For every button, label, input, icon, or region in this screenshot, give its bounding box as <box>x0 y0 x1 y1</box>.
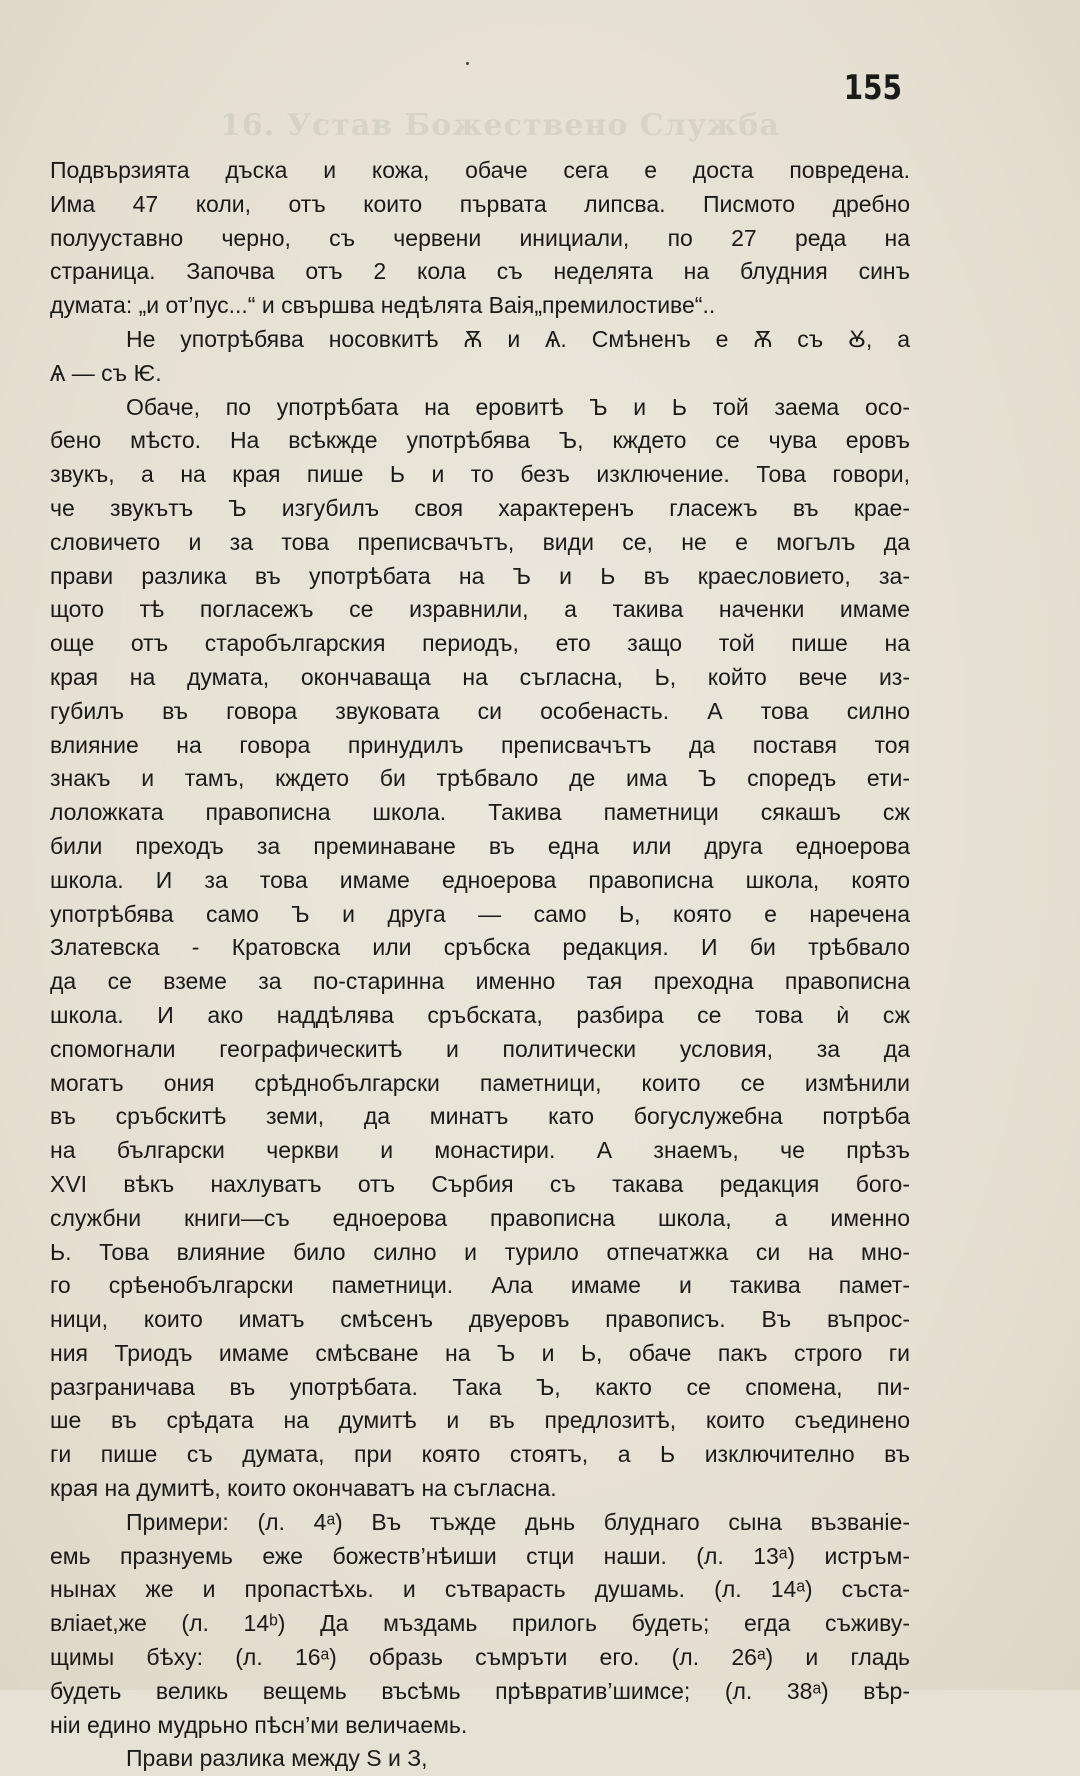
body-text <box>50 154 910 1776</box>
text-line: края на думата, окончаваща на съгласна, Ь, който вече из- <box>50 663 910 690</box>
text-line: думата: „и от’пус...“ и свършва недѣлята Ваія„премилостиве“.. <box>50 292 716 319</box>
text-line: полууставно черно, съ червени инициали, по 27 реда на <box>50 224 910 251</box>
text-line: още отъ старобългарския периодъ, ето защо той пише на <box>50 630 910 657</box>
text-line: нынах же и пропастѣхь. и сътварасть душамь. (л. 14ᵃ) състa- <box>50 1576 910 1603</box>
text-line: Не употрѣбява носовкитѣ Ѫ и Ѧ. Смѣненъ е Ѫ съ Ꙋ, а <box>126 325 910 352</box>
text-line: нiи едино мудрьно пѣсн’ми величаемь. <box>50 1711 468 1738</box>
text-line: употрѣбява само Ъ и друга — само Ь, която е наречена <box>50 900 910 927</box>
text-line: вліаеt,же (л. 14ᵇ) Да мъздамь прилогь будеть; егда съживу- <box>50 1610 910 1637</box>
text-line: прави разлика въ употрѣбата на Ъ и Ь въ краесловието, за- <box>50 562 910 589</box>
text-line: Прави разлика между Ѕ и З, <box>126 1745 428 1772</box>
text-line: ше въ срѣдата на думитѣ и въ предлозитѣ, които съединено <box>50 1407 910 1434</box>
text-line: Обаче, по употрѣбата на еровитѣ Ъ и Ь той заема осо- <box>126 393 910 420</box>
page-number: 155 <box>843 68 902 108</box>
text-line: бено мѣсто. На всѣкждe употрѣбява Ъ, кждето се чува еровъ <box>50 427 910 454</box>
text-line: лоложката правописна школа. Такива паметници сякашъ сж <box>50 799 910 826</box>
text-line: разграничава въ употрѣбата. Така Ъ, както се спомена, пи- <box>50 1373 910 1400</box>
text-line: Ѧ — съ Ѥ. <box>50 359 162 386</box>
text-line: емь празнуемь еже божеств’нѣиши стци наши. (л. 13ᵃ) истръм- <box>50 1542 910 1569</box>
text-line: звукъ, а на края пише Ь и то безъ изключение. Това говори, <box>50 461 910 488</box>
text-line: Златевска - Кратовска или сръбска редакция. И би трѣбвало <box>50 934 910 961</box>
text-line: страница. Започва отъ 2 кола съ неделята на блудния синъ <box>50 258 910 285</box>
text-line: края на думитѣ, които окончаватъ на съгласна. <box>50 1475 557 1502</box>
text-line: да се вземе за по-старинна именно тая преходна правописна <box>50 968 910 995</box>
text-line: ния Триодъ имаме смѣсване на Ъ и Ь, обаче пакъ строго ги <box>50 1339 910 1366</box>
text-line: Има 47 коли, отъ които първата липсва. Писмото дребно <box>50 190 910 217</box>
text-line: Ь. Това влияние било силно и турило отпечатжка си на мно- <box>50 1238 910 1265</box>
show-through-heading: 16. Устав Божествено Служба <box>220 108 780 143</box>
text-line: могатъ ония срѣднобългарски паметници, които се измѣнили <box>50 1069 910 1096</box>
text-line: службни книги—съ едноерова правописна школа, а именно <box>50 1204 910 1231</box>
text-line: губилъ въ говора звуковата си особенасть. А това силно <box>50 697 910 724</box>
text-line: Примери: (л. 4ᵃ) Въ тъжде дьнь блуднаго сына възванiе- <box>126 1508 910 1535</box>
text-line: словичето и за това преписвачътъ, види се, не е могълъ да <box>50 528 910 555</box>
text-line: че звукътъ Ъ изгубилъ своя характеренъ гласежъ въ крае- <box>50 494 910 521</box>
text-line: щото тѣ погласежъ се изравнили, а такива наченки имаме <box>50 596 910 623</box>
text-line: били преходъ за преминаване въ една или друга едноерова <box>50 832 910 859</box>
text-line: на български черкви и монастири. А знаемъ, че прѣзъ <box>50 1137 910 1164</box>
text-line: ници, които иматъ смѣсенъ двуеровъ правописъ. Въ въпрос- <box>50 1306 910 1333</box>
text-line: ги пише съ думата, при която стоятъ, а Ь изключително въ <box>50 1441 910 1468</box>
text-line: го срѣенобългарски паметници. Ала имаме и такива памет- <box>50 1272 910 1299</box>
print-speck <box>466 62 469 65</box>
text-line: школа. И ако наддѣлява сръбската, разбира се това ѝ сж <box>50 1001 910 1028</box>
text-line: Подвързията дъска и кожа, обаче сега е доста повредена. <box>50 157 910 183</box>
text-line: будеть великь вещемь въсѣмь прѣвратив’шимсе; (л. 38ᵃ) вѣр- <box>50 1677 910 1704</box>
text-line: влияние на говора принудилъ преписвачътъ да поставя тоя <box>50 731 910 758</box>
text-line: спомогнали географическитѣ и политически условия, за да <box>50 1035 910 1062</box>
text-line: щимы бѣху: (л. 16ᵃ) образь съмръти его. (л. 26ᵃ) и гладь <box>50 1644 910 1671</box>
text-line: знакъ и тамъ, кждето би трѣбвало де има Ъ споредъ ети- <box>50 765 910 792</box>
text-line: школа. И за това имаме едноерова правописна школа, която <box>50 866 910 893</box>
text-line: въ сръбскитѣ земи, да минатъ като богуслужебна потрѣба <box>50 1103 910 1130</box>
text-line: XVI вѣкъ нахлуватъ отъ Сърбия съ такава редакция бого- <box>50 1170 910 1197</box>
